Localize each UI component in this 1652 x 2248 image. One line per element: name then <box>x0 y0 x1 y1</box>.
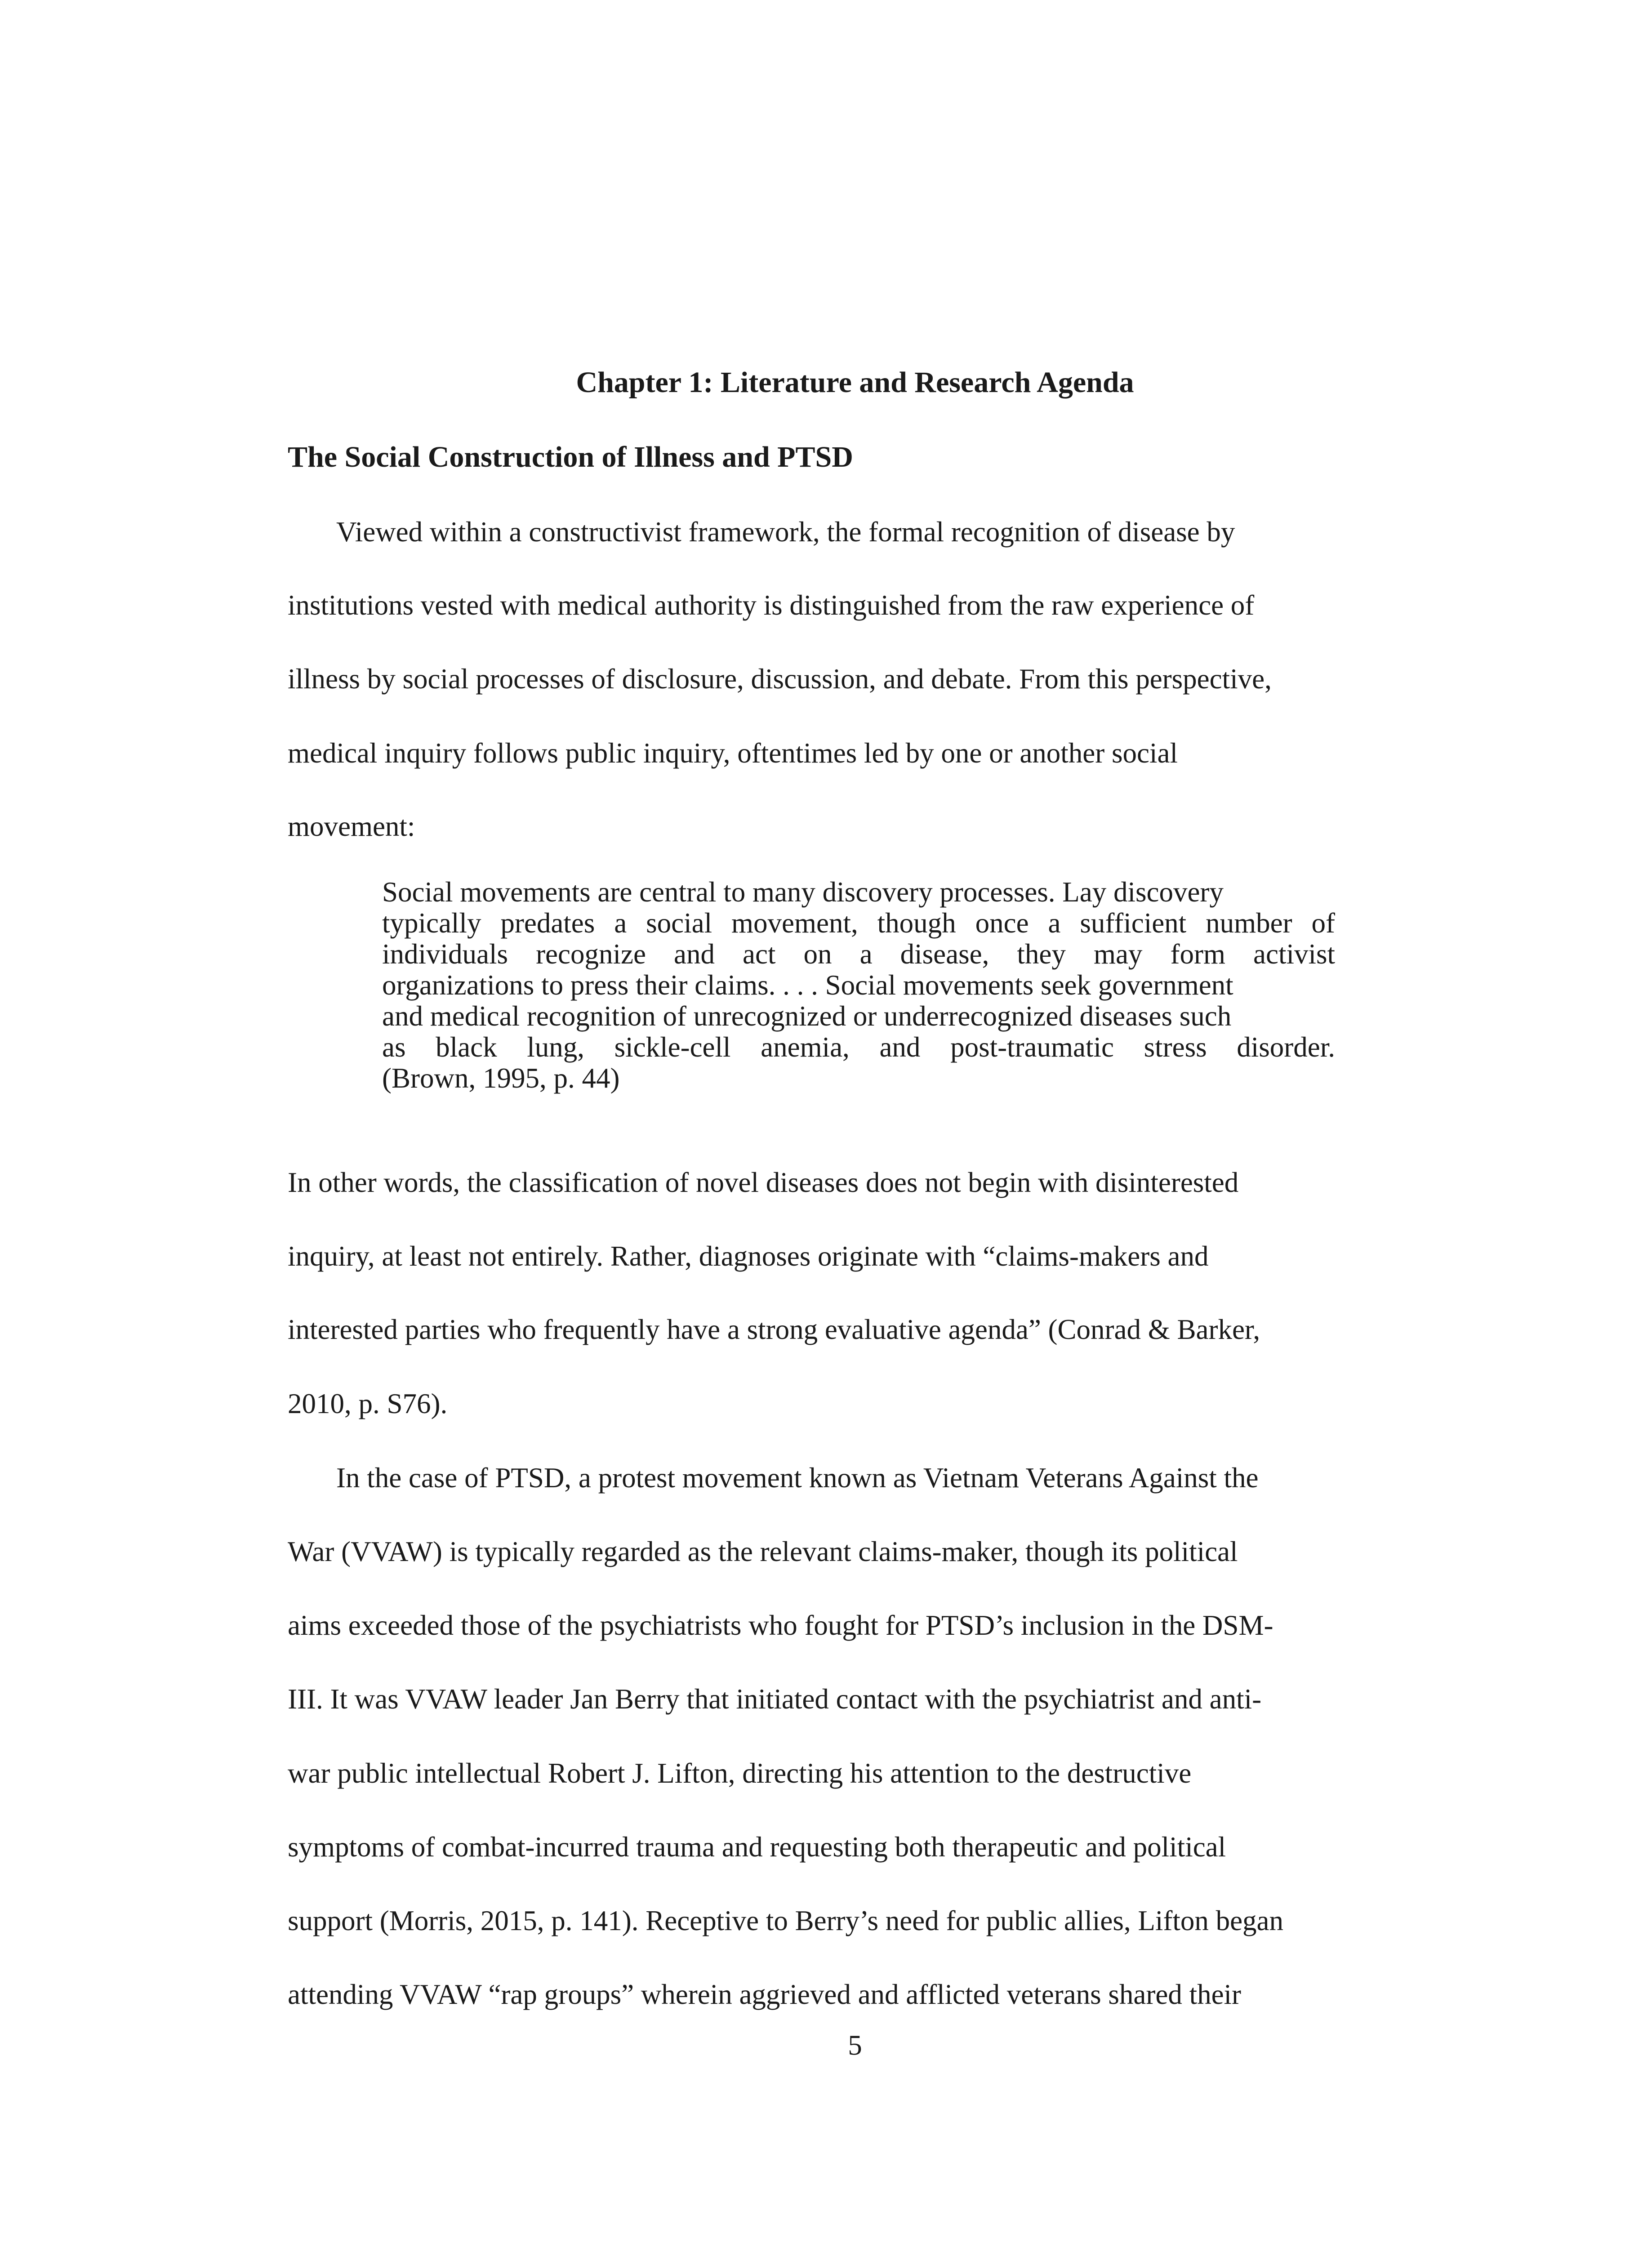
paragraph-line: movement: <box>288 811 415 842</box>
paragraph-line: interested parties who frequently have a strong evaluative agenda” (Conrad & Barker, <box>288 1314 1260 1345</box>
paragraph-line: inquiry, at least not entirely. Rather, diagnoses originate with “claims-makers and <box>288 1240 1209 1272</box>
paragraph-line: illness by social processes of disclosure, discussion, and debate. From this perspective, <box>288 663 1272 695</box>
paragraph-line: attending VVAW “rap groups” wherein aggrieved and afflicted veterans shared their <box>288 1979 1242 2010</box>
block-quote-line: and medical recognition of unrecognized or underrecognized diseases such <box>382 1000 1232 1032</box>
block-quote-citation: (Brown, 1995, p. 44) <box>382 1062 620 1094</box>
paragraph-line: support (Morris, 2015, p. 141). Receptive to Berry’s need for public allies, Lifton began <box>288 1905 1283 1936</box>
page-number: 5 <box>848 2029 862 2061</box>
paragraph-line: institutions vested with medical authority is distinguished from the raw experience of <box>288 589 1255 621</box>
paragraph-line: symptoms of combat-incurred trauma and requesting both therapeutic and political <box>288 1831 1226 1863</box>
block-quote-line: individuals recognize and act on a disease, they may form activist <box>382 938 1335 970</box>
paragraph-line: War (VVAW) is typically regarded as the relevant claims-maker, though its political <box>288 1536 1238 1567</box>
chapter-title: Chapter 1: Literature and Research Agenda <box>576 366 1134 399</box>
block-quote-line: as black lung, sickle-cell anemia, and post-traumatic stress disorder. <box>382 1031 1335 1063</box>
paragraph-line: In the case of PTSD, a protest movement known as Vietnam Veterans Against the <box>336 1462 1259 1494</box>
paragraph-line: 2010, p. S76). <box>288 1388 448 1419</box>
block-quote-line: Social movements are central to many discovery processes. Lay discovery <box>382 876 1224 908</box>
paragraph-line: aims exceeded those of the psychiatrists who fought for PTSD’s inclusion in the DSM- <box>288 1610 1274 1641</box>
paragraph-line: III. It was VVAW leader Jan Berry that initiated contact with the psychiatrist and anti- <box>288 1683 1262 1715</box>
paragraph-line: In other words, the classification of novel diseases does not begin with disinterested <box>288 1167 1239 1198</box>
paragraph-line: Viewed within a constructivist framework, the formal recognition of disease by <box>336 516 1235 548</box>
section-heading: The Social Construction of Illness and PTSD <box>288 441 853 473</box>
paragraph-line: medical inquiry follows public inquiry, oftentimes led by one or another social <box>288 737 1178 769</box>
block-quote-line: organizations to press their claims. . . . Social movements seek government <box>382 969 1233 1001</box>
block-quote-line: typically predates a social movement, though once a sufficient number of <box>382 907 1335 939</box>
paragraph-line: war public intellectual Robert J. Lifton, directing his attention to the destructive <box>288 1757 1192 1789</box>
